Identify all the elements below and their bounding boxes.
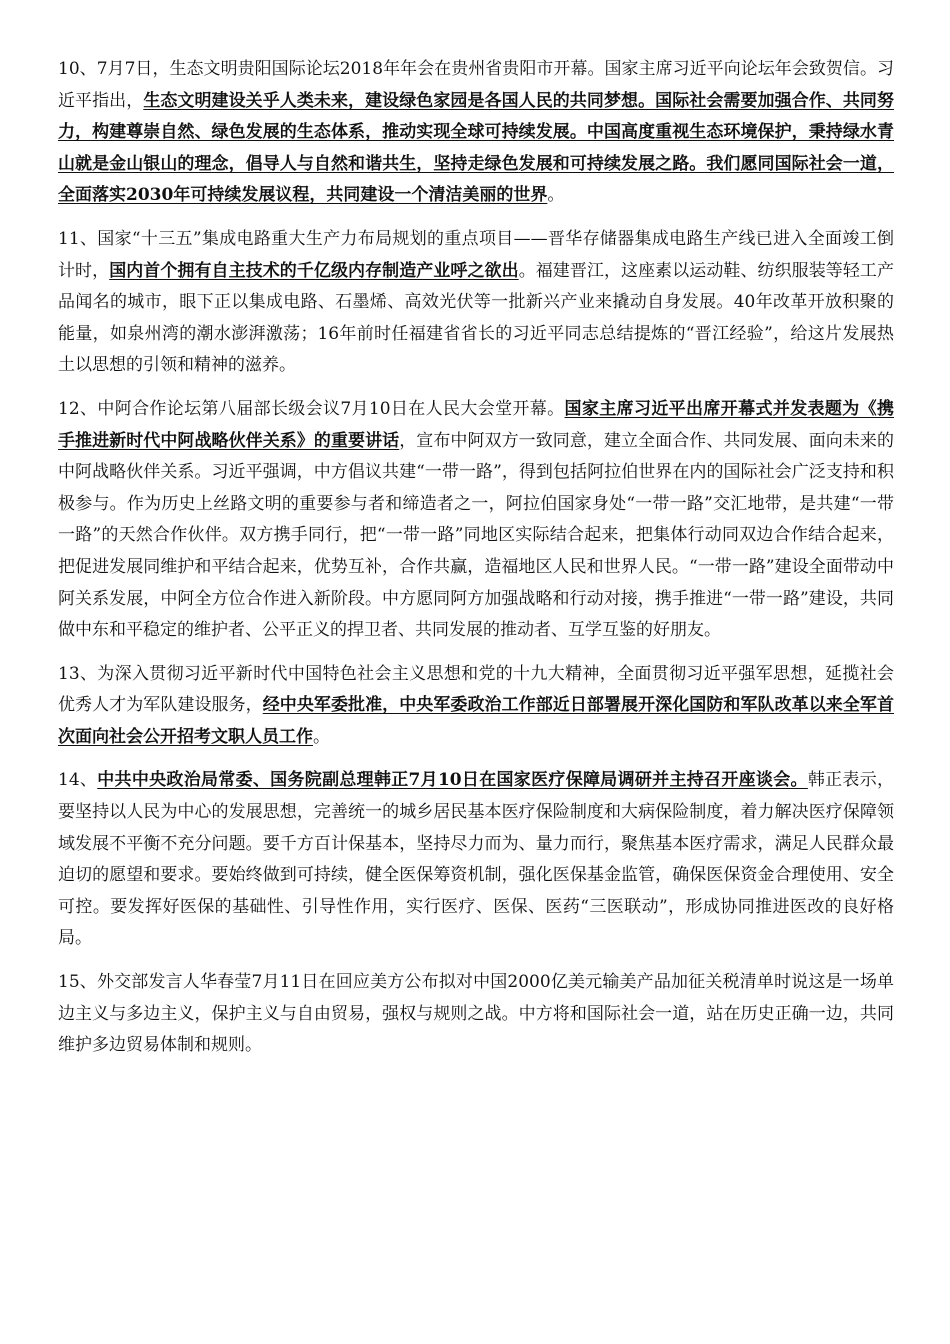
item-text: 14、 xyxy=(58,770,98,791)
item-highlight: 经中央军委批准，中央军委政治工作部近日部署展开深化国防和军队改革以来全军首次面向社会公开招考文职人员工作 xyxy=(58,695,894,747)
item-text: 10、7月7日，生态文明贵阳国际论坛2018年年会在贵州省贵阳市开幕。国家主席习近平向论坛年会致贺信。习近平指出， xyxy=(58,59,894,111)
item-highlight: 中共中央政治局常委、国务院副总理韩正7月10日在国家医疗保障局调研并主持召开座谈会。 xyxy=(97,770,808,791)
item-text: 。 xyxy=(313,726,330,747)
news-item-13 xyxy=(58,659,894,754)
item-highlight: 生态文明建设关乎人类未来，建设绿色家园是各国人民的共同梦想。国际社会需要加强合作、共同努力，构建尊崇自然、绿色发展的生态体系，推动实现全球可持续发展。中国高度重视生态环境保护，秉持绿水青山就是金山银山的理念，倡导人与自然和谐共生，坚持走绿色发展和可持续发展之路。我们愿同国际社会一道，全面落实2030年可持续发展议程，共同建设一个清洁美丽的世界 xyxy=(58,90,894,206)
news-item-11 xyxy=(58,224,894,382)
item-text: 13、为深入贯彻习近平新时代中国特色社会主义思想和党的十九大精神，全面贯彻习近平强军思想，延揽社会优秀人才为军队建设服务， xyxy=(58,663,894,716)
document-page xyxy=(58,54,894,1074)
item-text: 12、中阿合作论坛第八届部长级会议7月10日在人民大会堂开幕。 xyxy=(58,398,565,419)
item-text: 韩正表示，要坚持以人民为中心的发展思想，完善统一的城乡居民基本医疗保险制度和大病保险制度，着力解决医疗保障领域发展不平衡不充分问题。要千方百计保基本，坚持尽力而为、量力而行，聚焦基本医疗需求，满足人民群众最迫切的愿望和要求。要始终做到可持续，健全医保筹资机制，强化医保基金监管，确保医保资金合理使用、安全可控。要发挥好医保的基础性、引导性作用，实行医疗、医保、医药“三医联动”，形成协同推进医改的良好格局。 xyxy=(58,770,895,949)
item-highlight: 国家主席习近平出席开幕式并发表题为《携手推进新时代中阿战略伙伴关系》的重要讲话 xyxy=(58,398,894,451)
item-text: 。福建晋江，这座素以运动鞋、纺织服装等轻工产品闻名的城市，眼下正以集成电路、石墨烯、高效光伏等一批新兴产业来撬动自身发展。40年改革开放积聚的能量，如泉州湾的潮水澎湃激荡；16年前时任福建省省长的习近平同志总结提炼的“晋江经验”，给这片发展热土以思想的引领和精神的滋养。 xyxy=(58,260,894,376)
item-text: 11、国家“十三五”集成电路重大生产力布局规划的重点项目——晋华存储器集成电路生产线已进入全面竣工倒计时， xyxy=(58,228,894,281)
item-text: 15、外交部发言人华春莹7月11日在回应美方公布拟对中国2000亿美元输美产品加征关税清单时说这是一场单边主义与多边主义，保护主义与自由贸易，强权与规则之战。中方将和国际社会一道，站在历史正确一边，共同维护多边贸易体制和规则。 xyxy=(58,972,894,1056)
news-item-12 xyxy=(58,394,894,647)
item-text: ，宣布中阿双方一致同意，建立全面合作、共同发展、面向未来的中阿战略伙伴关系。习近平强调，中方倡议共建“一带一路”，得到包括阿拉伯世界在内的国际社会广泛支持和积极参与。作为历史上丝路文明的重要参与者和缔造者之一，阿拉伯国家身处“一带一路”交汇地带，是共建“一带一路”的天然合作伙伴。双方携手同行，把“一带一路”同地区实际结合起来，把集体行动同双边合作结合起来，把促进发展同维护和平结合起来，优势互补，合作共赢，造福地区人民和世界人民。“一带一路”建设全面带动中阿关系发展，中阿全方位合作进入新阶段。中方愿同阿方加强战略和行动对接，携手推进“一带一路”建设，共同做中东和平稳定的维护者、公平正义的捍卫者、共同发展的推动者、互学互鉴的好朋友。 xyxy=(58,430,894,641)
news-item-10 xyxy=(58,54,894,212)
news-item-15 xyxy=(58,967,894,1062)
item-highlight: 国内首个拥有自主技术的千亿级内存制造产业呼之欲出 xyxy=(109,260,519,281)
item-text: 。 xyxy=(547,185,565,206)
news-item-14 xyxy=(58,765,894,955)
